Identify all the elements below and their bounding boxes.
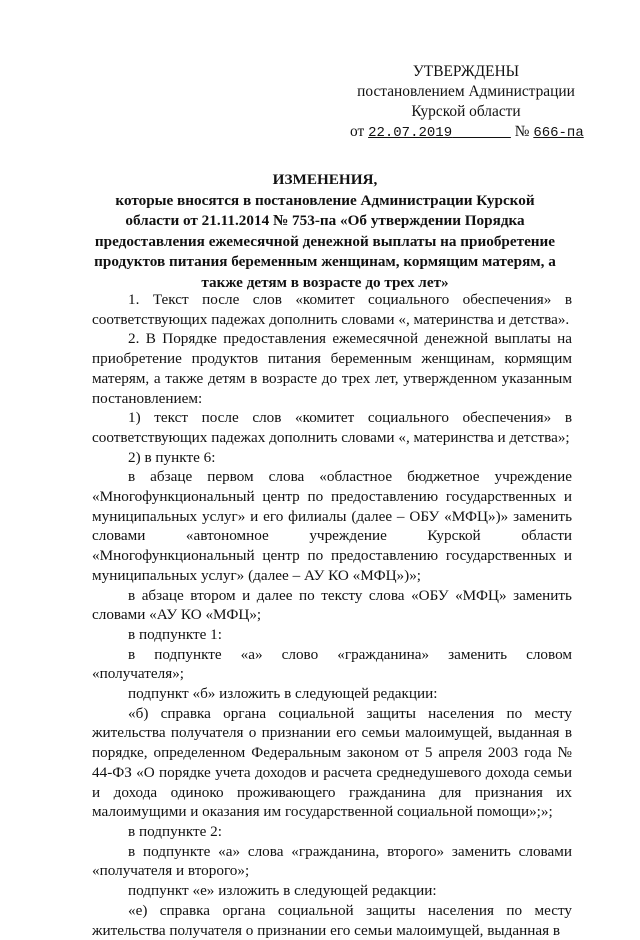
title-line: предоставления ежемесячной денежной выплаты на приобретение bbox=[94, 232, 556, 250]
paragraph: 1. Текст после слов «комитет социального обеспечения» в соответствующих падежах дополнить словами «, материнства и детства». bbox=[92, 291, 572, 328]
approval-date-number bbox=[350, 122, 582, 143]
document-title bbox=[70, 170, 580, 293]
paragraph: в подпункте «а» слово «гражданина» заменить словом «получателя»; bbox=[92, 645, 572, 683]
paragraph: 2) в пункте 6: bbox=[128, 448, 216, 466]
title-line: которые вносятся в постановление Администрации Курской bbox=[115, 191, 535, 209]
paragraph: в абзаце втором и далее по тексту слова «ОБУ «МФЦ» заменить словами «АУ КО «МФЦ»; bbox=[92, 586, 572, 624]
paragraph: в абзаце первом слова «областное бюджетное учреждение «Многофункциональный центр по предоставлению государственных и муниципальных услуг» и его филиалы (далее – ОБУ «МФЦ»)» заменить словами «автономное учреждение Курской области «Многофункциональный центр по предоставлению государственных и муниципальных услуг» (далее – АУ КО «МФЦ»)»; bbox=[92, 468, 572, 584]
paragraph: в подпункте «а» слова «гражданина, второго» заменить словами «получателя и второго»; bbox=[92, 842, 572, 880]
paragraph: в подпункте 2: bbox=[128, 822, 222, 840]
paragraph: 2. В Порядке предоставления ежемесячной денежной выплаты на приобретение продуктов питания беременным женщинам, кормящим матерям, а также детям в возрасте до трех лет, утвержденном указанным постановлением: bbox=[92, 330, 572, 407]
date-underline bbox=[452, 125, 511, 141]
title-line: также детям в возрасте до трех лет» bbox=[201, 273, 449, 291]
date-prefix: от bbox=[350, 123, 365, 140]
title-line: продуктов питания беременным женщинам, кормящим матерям, а bbox=[94, 253, 556, 270]
title-line: области от 21.11.2014 № 753-па «Об утверждении Порядка bbox=[125, 212, 525, 229]
approval-line-2: постановлением Администрации bbox=[357, 83, 575, 100]
number-prefix: № bbox=[514, 123, 530, 140]
approval-line-3: Курской области bbox=[411, 103, 521, 120]
paragraph: «б) справка органа социальной защиты населения по месту жительства получателя о признании его семьи малоимущей, выданная в порядке, определенном Федеральным законом от 5 апреля 2003 года № 44-ФЗ «О порядке учета доходов и расчета среднедушевого дохода семьи и дохода одиноко проживающего гражданина для признания их малоимущими и оказания им государственной социальной помощи»;»; bbox=[92, 704, 572, 821]
paragraph: «е) справка органа социальной защиты населения по месту жительства получателя о признании его семьи малоимущей, выданная в bbox=[92, 901, 572, 939]
title-heading: ИЗМЕНЕНИЯ, bbox=[272, 171, 378, 188]
paragraph: подпункт «б» изложить в следующей редакции: bbox=[128, 685, 438, 703]
approval-block bbox=[350, 62, 582, 143]
paragraph: подпункт «е» изложить в следующей редакции: bbox=[128, 882, 437, 900]
document-body bbox=[92, 290, 572, 940]
approval-heading: УТВЕРЖДЕНЫ bbox=[412, 63, 520, 80]
paragraph: в подпункте 1: bbox=[128, 625, 222, 643]
paragraph: 1) текст после слов «комитет социального обеспечения» в соответствующих падежах дополнить словами «, материнства и детства»; bbox=[92, 409, 572, 446]
approval-date: 22.07.2019 bbox=[368, 125, 453, 141]
approval-number: 666-па bbox=[533, 125, 584, 141]
